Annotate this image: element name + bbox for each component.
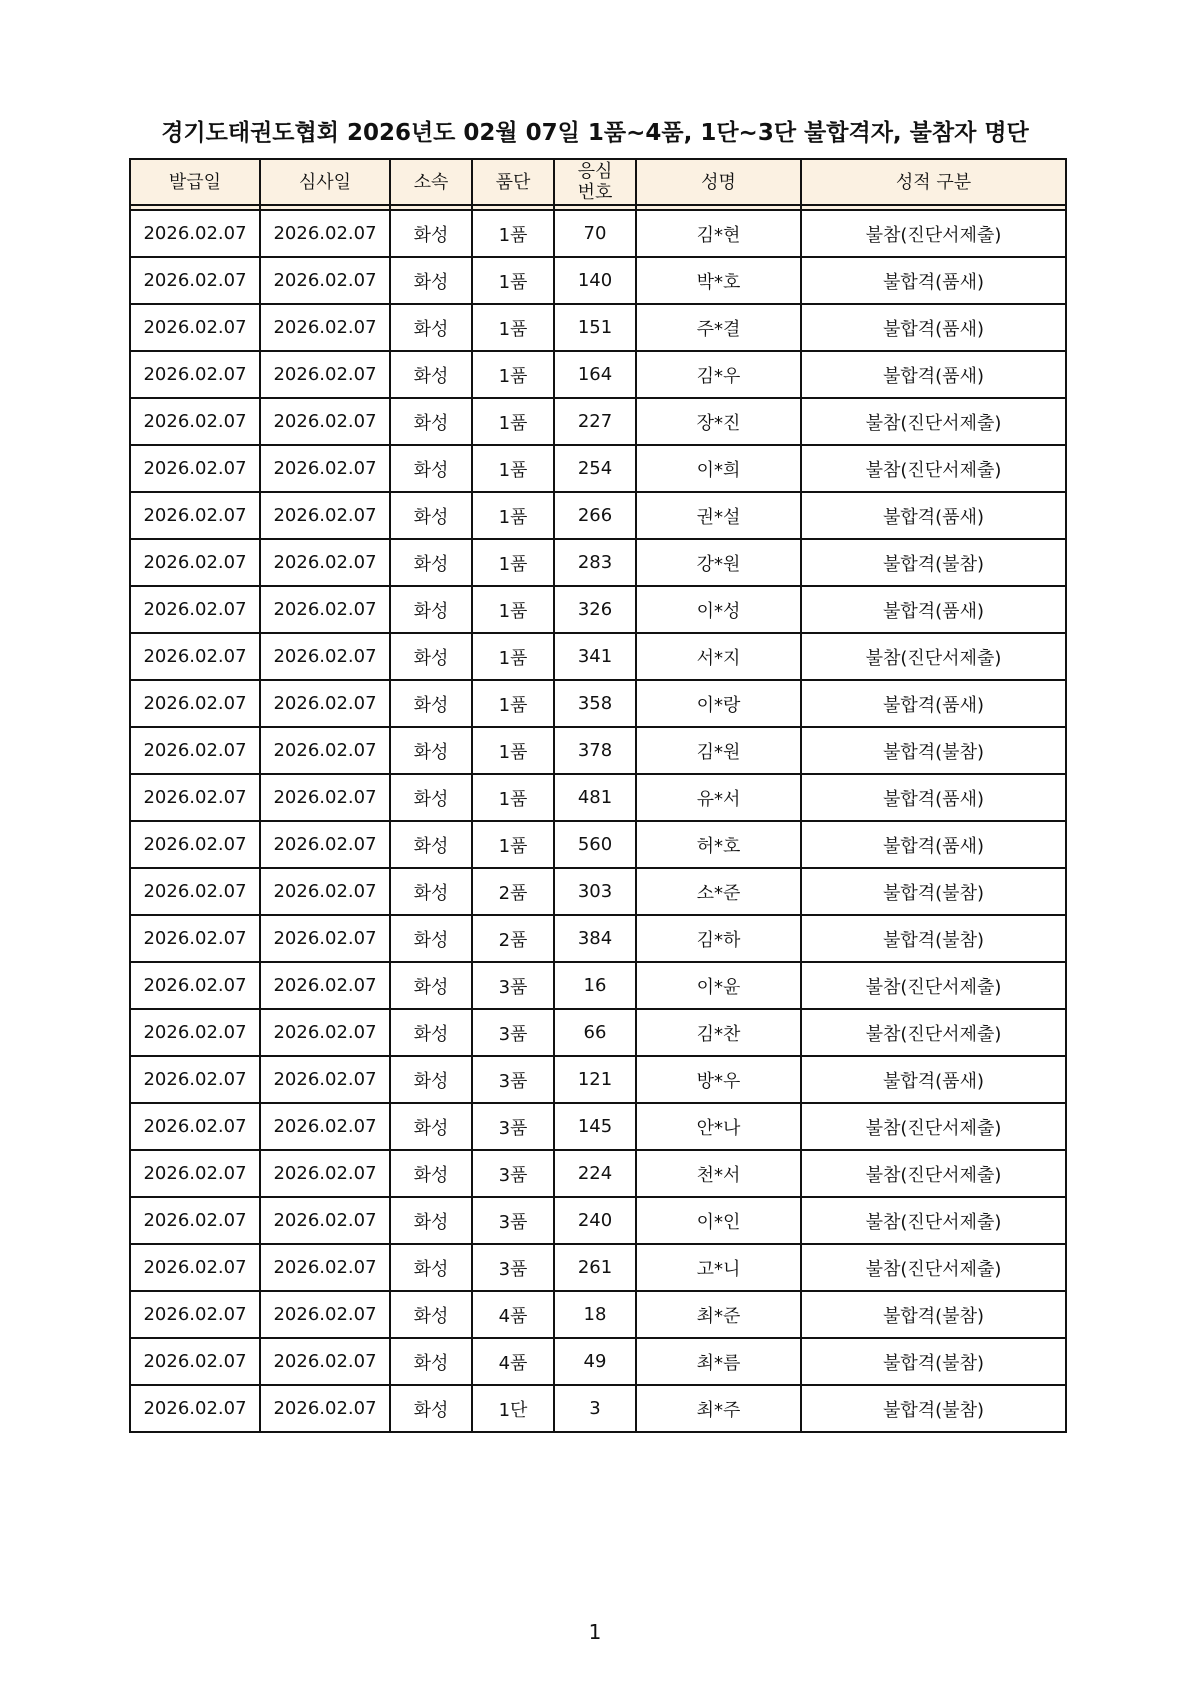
result-cell: 불합격(품새) xyxy=(801,774,1066,821)
affiliation-cell: 화성 xyxy=(390,586,472,633)
exam-date-cell: 2026.02.07 xyxy=(260,915,390,962)
exam-date-cell: 2026.02.07 xyxy=(260,1150,390,1197)
affiliation-cell: 화성 xyxy=(390,445,472,492)
table-row xyxy=(130,492,1066,539)
exam-number-cell: 341 xyxy=(554,633,636,680)
table-row xyxy=(130,445,1066,492)
exam-number-cell: 18 xyxy=(554,1291,636,1338)
table-row xyxy=(130,398,1066,445)
name-cell: 최*주 xyxy=(636,1385,801,1432)
rank-cell: 1품 xyxy=(472,351,554,398)
table-header-row xyxy=(130,159,1066,205)
exam-date-cell: 2026.02.07 xyxy=(260,962,390,1009)
name-cell: 김*찬 xyxy=(636,1009,801,1056)
issue-date-cell: 2026.02.07 xyxy=(130,445,260,492)
result-cell: 불합격(품새) xyxy=(801,492,1066,539)
name-cell: 천*서 xyxy=(636,1150,801,1197)
name-cell: 이*윤 xyxy=(636,962,801,1009)
issue-date-cell: 2026.02.07 xyxy=(130,1291,260,1338)
exam-date-cell: 2026.02.07 xyxy=(260,492,390,539)
affiliation-cell: 화성 xyxy=(390,398,472,445)
table-row xyxy=(130,1244,1066,1291)
affiliation-cell: 화성 xyxy=(390,633,472,680)
name-cell: 방*우 xyxy=(636,1056,801,1103)
issue-date-cell: 2026.02.07 xyxy=(130,868,260,915)
issue-date-cell: 2026.02.07 xyxy=(130,1338,260,1385)
affiliation-cell: 화성 xyxy=(390,1197,472,1244)
rank-cell: 1품 xyxy=(472,210,554,257)
exam-number-cell: 164 xyxy=(554,351,636,398)
header-name: 성명 xyxy=(636,159,801,205)
header-exam-date: 심사일 xyxy=(260,159,390,205)
name-cell: 서*지 xyxy=(636,633,801,680)
exam-date-cell: 2026.02.07 xyxy=(260,210,390,257)
affiliation-cell: 화성 xyxy=(390,1009,472,1056)
name-cell: 김*우 xyxy=(636,351,801,398)
exam-number-cell: 254 xyxy=(554,445,636,492)
rank-cell: 3품 xyxy=(472,962,554,1009)
name-cell: 김*하 xyxy=(636,915,801,962)
result-cell: 불합격(품새) xyxy=(801,257,1066,304)
header-affiliation: 소속 xyxy=(390,159,472,205)
issue-date-cell: 2026.02.07 xyxy=(130,492,260,539)
results-table xyxy=(129,158,1067,1433)
exam-number-cell: 66 xyxy=(554,1009,636,1056)
issue-date-cell: 2026.02.07 xyxy=(130,257,260,304)
exam-date-cell: 2026.02.07 xyxy=(260,821,390,868)
table-row xyxy=(130,680,1066,727)
exam-date-cell: 2026.02.07 xyxy=(260,1197,390,1244)
result-cell: 불합격(품새) xyxy=(801,586,1066,633)
result-cell: 불참(진단서제출) xyxy=(801,1150,1066,1197)
issue-date-cell: 2026.02.07 xyxy=(130,304,260,351)
exam-date-cell: 2026.02.07 xyxy=(260,1385,390,1432)
result-cell: 불참(진단서제출) xyxy=(801,398,1066,445)
result-cell: 불합격(불참) xyxy=(801,1385,1066,1432)
result-cell: 불참(진단서제출) xyxy=(801,1009,1066,1056)
table-row xyxy=(130,257,1066,304)
name-cell: 유*서 xyxy=(636,774,801,821)
issue-date-cell: 2026.02.07 xyxy=(130,821,260,868)
name-cell: 고*니 xyxy=(636,1244,801,1291)
exam-date-cell: 2026.02.07 xyxy=(260,1291,390,1338)
header-issue-date: 발급일 xyxy=(130,159,260,205)
name-cell: 안*나 xyxy=(636,1103,801,1150)
exam-date-cell: 2026.02.07 xyxy=(260,257,390,304)
exam-number-cell: 151 xyxy=(554,304,636,351)
affiliation-cell: 화성 xyxy=(390,680,472,727)
table-row xyxy=(130,915,1066,962)
exam-number-cell: 70 xyxy=(554,210,636,257)
name-cell: 강*원 xyxy=(636,539,801,586)
issue-date-cell: 2026.02.07 xyxy=(130,586,260,633)
result-cell: 불합격(품새) xyxy=(801,1056,1066,1103)
exam-date-cell: 2026.02.07 xyxy=(260,445,390,492)
exam-number-cell: 266 xyxy=(554,492,636,539)
table-body xyxy=(130,210,1066,1432)
exam-number-cell: 240 xyxy=(554,1197,636,1244)
table-row xyxy=(130,633,1066,680)
affiliation-cell: 화성 xyxy=(390,1103,472,1150)
table-row xyxy=(130,1338,1066,1385)
rank-cell: 1품 xyxy=(472,774,554,821)
rank-cell: 1단 xyxy=(472,1385,554,1432)
exam-number-cell: 140 xyxy=(554,257,636,304)
rank-cell: 2품 xyxy=(472,868,554,915)
rank-cell: 1품 xyxy=(472,304,554,351)
exam-number-cell: 16 xyxy=(554,962,636,1009)
issue-date-cell: 2026.02.07 xyxy=(130,633,260,680)
rank-cell: 1품 xyxy=(472,492,554,539)
header-result: 성적 구분 xyxy=(801,159,1066,205)
affiliation-cell: 화성 xyxy=(390,210,472,257)
issue-date-cell: 2026.02.07 xyxy=(130,962,260,1009)
result-cell: 불합격(불참) xyxy=(801,868,1066,915)
exam-date-cell: 2026.02.07 xyxy=(260,539,390,586)
result-cell: 불참(진단서제출) xyxy=(801,1103,1066,1150)
name-cell: 허*호 xyxy=(636,821,801,868)
result-cell: 불참(진단서제출) xyxy=(801,210,1066,257)
exam-number-cell: 481 xyxy=(554,774,636,821)
table-row xyxy=(130,351,1066,398)
affiliation-cell: 화성 xyxy=(390,915,472,962)
table-row xyxy=(130,539,1066,586)
affiliation-cell: 화성 xyxy=(390,727,472,774)
name-cell: 주*결 xyxy=(636,304,801,351)
table-row xyxy=(130,1056,1066,1103)
name-cell: 이*성 xyxy=(636,586,801,633)
name-cell: 김*현 xyxy=(636,210,801,257)
table-row xyxy=(130,1009,1066,1056)
exam-number-cell: 358 xyxy=(554,680,636,727)
name-cell: 김*원 xyxy=(636,727,801,774)
name-cell: 이*인 xyxy=(636,1197,801,1244)
issue-date-cell: 2026.02.07 xyxy=(130,915,260,962)
result-cell: 불참(진단서제출) xyxy=(801,1244,1066,1291)
table-row xyxy=(130,210,1066,257)
table-row xyxy=(130,727,1066,774)
issue-date-cell: 2026.02.07 xyxy=(130,727,260,774)
table-row xyxy=(130,1197,1066,1244)
exam-date-cell: 2026.02.07 xyxy=(260,1103,390,1150)
exam-date-cell: 2026.02.07 xyxy=(260,1056,390,1103)
table-row xyxy=(130,821,1066,868)
header-rank: 품단 xyxy=(472,159,554,205)
name-cell: 소*준 xyxy=(636,868,801,915)
affiliation-cell: 화성 xyxy=(390,304,472,351)
rank-cell: 4품 xyxy=(472,1338,554,1385)
issue-date-cell: 2026.02.07 xyxy=(130,774,260,821)
rank-cell: 1품 xyxy=(472,445,554,492)
result-cell: 불합격(불참) xyxy=(801,727,1066,774)
exam-number-cell: 227 xyxy=(554,398,636,445)
result-cell: 불합격(품새) xyxy=(801,821,1066,868)
exam-number-cell: 261 xyxy=(554,1244,636,1291)
page-title: 경기도태권도협회 2026년도 02월 07일 1품~4품, 1단~3단 불합격자, 불참자 명단 xyxy=(161,120,1029,146)
name-cell: 박*호 xyxy=(636,257,801,304)
header-exam-number: 응심 번호 xyxy=(554,159,636,205)
result-cell: 불합격(품새) xyxy=(801,304,1066,351)
issue-date-cell: 2026.02.07 xyxy=(130,539,260,586)
affiliation-cell: 화성 xyxy=(390,1150,472,1197)
exam-date-cell: 2026.02.07 xyxy=(260,868,390,915)
rank-cell: 2품 xyxy=(472,915,554,962)
issue-date-cell: 2026.02.07 xyxy=(130,1197,260,1244)
result-cell: 불참(진단서제출) xyxy=(801,1197,1066,1244)
affiliation-cell: 화성 xyxy=(390,774,472,821)
exam-number-cell: 224 xyxy=(554,1150,636,1197)
exam-date-cell: 2026.02.07 xyxy=(260,1338,390,1385)
table-row xyxy=(130,1103,1066,1150)
table-row xyxy=(130,1150,1066,1197)
exam-date-cell: 2026.02.07 xyxy=(260,1009,390,1056)
result-cell: 불합격(불참) xyxy=(801,915,1066,962)
exam-number-cell: 378 xyxy=(554,727,636,774)
exam-date-cell: 2026.02.07 xyxy=(260,633,390,680)
issue-date-cell: 2026.02.07 xyxy=(130,1385,260,1432)
exam-number-cell: 560 xyxy=(554,821,636,868)
issue-date-cell: 2026.02.07 xyxy=(130,398,260,445)
rank-cell: 3품 xyxy=(472,1103,554,1150)
table-row xyxy=(130,586,1066,633)
exam-date-cell: 2026.02.07 xyxy=(260,680,390,727)
rank-cell: 1품 xyxy=(472,821,554,868)
name-cell: 이*랑 xyxy=(636,680,801,727)
rank-cell: 1품 xyxy=(472,257,554,304)
exam-number-cell: 121 xyxy=(554,1056,636,1103)
result-cell: 불합격(품새) xyxy=(801,680,1066,727)
page-number: 1 xyxy=(588,1620,602,1644)
name-cell: 최*준 xyxy=(636,1291,801,1338)
exam-number-cell: 3 xyxy=(554,1385,636,1432)
table-row xyxy=(130,774,1066,821)
name-cell: 최*름 xyxy=(636,1338,801,1385)
rank-cell: 1품 xyxy=(472,680,554,727)
exam-number-cell: 303 xyxy=(554,868,636,915)
affiliation-cell: 화성 xyxy=(390,1244,472,1291)
exam-date-cell: 2026.02.07 xyxy=(260,774,390,821)
exam-number-cell: 326 xyxy=(554,586,636,633)
issue-date-cell: 2026.02.07 xyxy=(130,1103,260,1150)
result-cell: 불참(진단서제출) xyxy=(801,962,1066,1009)
rank-cell: 1품 xyxy=(472,539,554,586)
issue-date-cell: 2026.02.07 xyxy=(130,1244,260,1291)
rank-cell: 3품 xyxy=(472,1150,554,1197)
result-cell: 불합격(불참) xyxy=(801,1291,1066,1338)
affiliation-cell: 화성 xyxy=(390,1338,472,1385)
affiliation-cell: 화성 xyxy=(390,868,472,915)
issue-date-cell: 2026.02.07 xyxy=(130,1150,260,1197)
exam-date-cell: 2026.02.07 xyxy=(260,304,390,351)
result-cell: 불합격(불참) xyxy=(801,539,1066,586)
issue-date-cell: 2026.02.07 xyxy=(130,1009,260,1056)
affiliation-cell: 화성 xyxy=(390,1291,472,1338)
name-cell: 이*희 xyxy=(636,445,801,492)
rank-cell: 3품 xyxy=(472,1197,554,1244)
rank-cell: 4품 xyxy=(472,1291,554,1338)
affiliation-cell: 화성 xyxy=(390,1056,472,1103)
table-row xyxy=(130,1385,1066,1432)
table-row xyxy=(130,1291,1066,1338)
name-cell: 장*진 xyxy=(636,398,801,445)
rank-cell: 1품 xyxy=(472,586,554,633)
exam-number-cell: 384 xyxy=(554,915,636,962)
result-cell: 불참(진단서제출) xyxy=(801,445,1066,492)
exam-date-cell: 2026.02.07 xyxy=(260,727,390,774)
issue-date-cell: 2026.02.07 xyxy=(130,351,260,398)
affiliation-cell: 화성 xyxy=(390,1385,472,1432)
rank-cell: 1품 xyxy=(472,633,554,680)
exam-date-cell: 2026.02.07 xyxy=(260,398,390,445)
result-cell: 불참(진단서제출) xyxy=(801,633,1066,680)
affiliation-cell: 화성 xyxy=(390,492,472,539)
exam-number-cell: 145 xyxy=(554,1103,636,1150)
affiliation-cell: 화성 xyxy=(390,821,472,868)
affiliation-cell: 화성 xyxy=(390,351,472,398)
rank-cell: 1품 xyxy=(472,727,554,774)
rank-cell: 1품 xyxy=(472,398,554,445)
result-cell: 불합격(불참) xyxy=(801,1338,1066,1385)
issue-date-cell: 2026.02.07 xyxy=(130,210,260,257)
rank-cell: 3품 xyxy=(472,1009,554,1056)
result-cell: 불합격(품새) xyxy=(801,351,1066,398)
exam-number-cell: 49 xyxy=(554,1338,636,1385)
affiliation-cell: 화성 xyxy=(390,257,472,304)
table-row xyxy=(130,304,1066,351)
exam-number-cell: 283 xyxy=(554,539,636,586)
table-row xyxy=(130,962,1066,1009)
name-cell: 권*설 xyxy=(636,492,801,539)
issue-date-cell: 2026.02.07 xyxy=(130,680,260,727)
exam-date-cell: 2026.02.07 xyxy=(260,351,390,398)
affiliation-cell: 화성 xyxy=(390,539,472,586)
table-row xyxy=(130,868,1066,915)
exam-date-cell: 2026.02.07 xyxy=(260,586,390,633)
exam-date-cell: 2026.02.07 xyxy=(260,1244,390,1291)
rank-cell: 3품 xyxy=(472,1056,554,1103)
issue-date-cell: 2026.02.07 xyxy=(130,1056,260,1103)
affiliation-cell: 화성 xyxy=(390,962,472,1009)
rank-cell: 3품 xyxy=(472,1244,554,1291)
